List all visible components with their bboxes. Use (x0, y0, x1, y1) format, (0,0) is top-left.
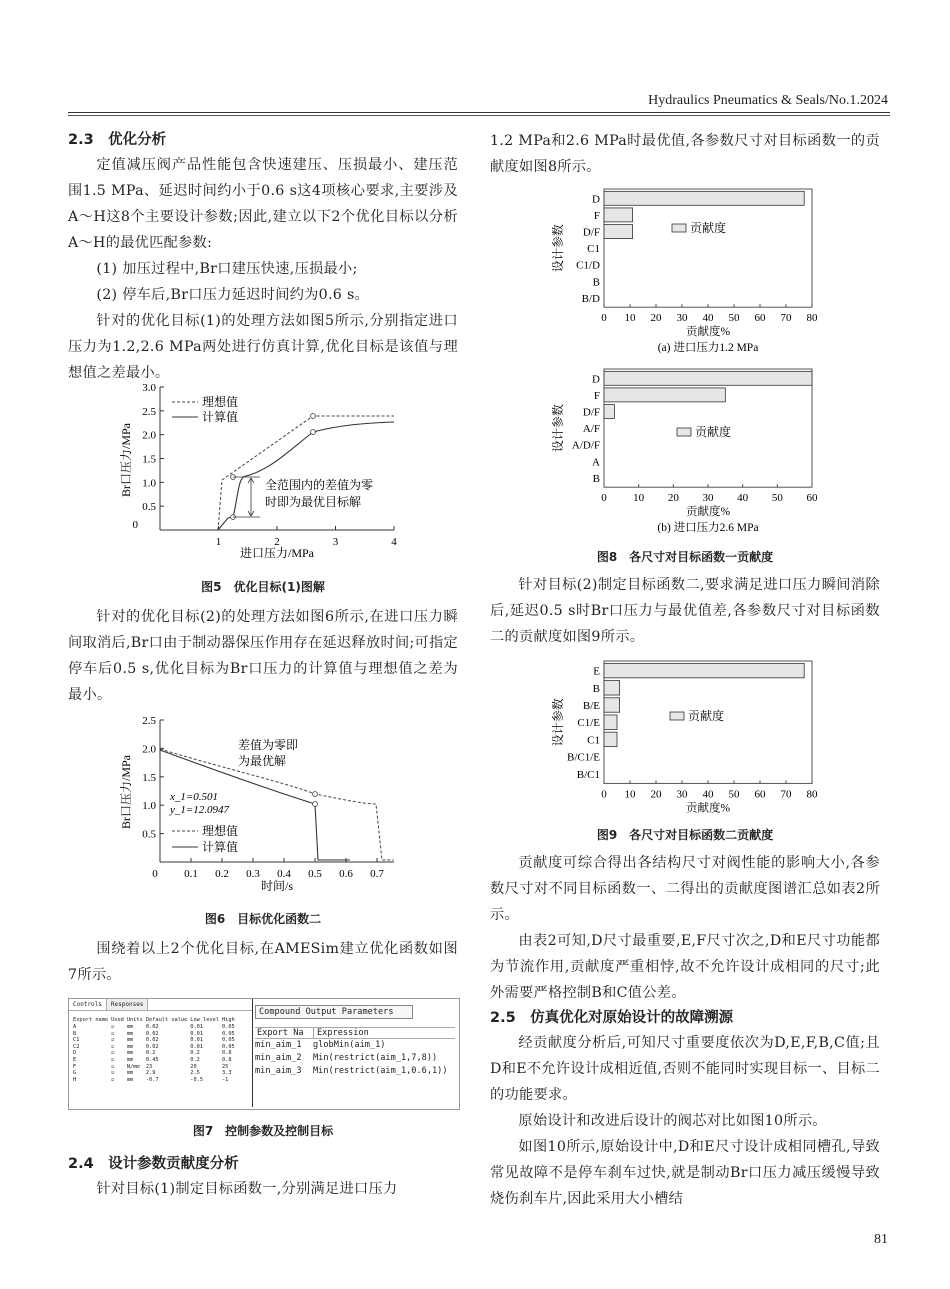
table-row[interactable] (73, 1070, 238, 1077)
paragraph: 如图10所示,原始设计中,D和E尺寸设计成相同槽孔,导致常见故障不是停车刹车过快,就是制动Br口压力减压缓慢导致烧伤刹车片,因此采用大小槽结 (490, 1139, 880, 1207)
table-cell: mm (126, 1030, 134, 1037)
category-label: C1/D (576, 259, 600, 272)
x-tick-label: 80 (806, 312, 818, 325)
compound-expression: globMin(aim_1) (313, 1040, 386, 1050)
table-row[interactable] (73, 1064, 238, 1071)
paragraph: 针对的优化目标(1)的处理方法如图5所示,分别指定进口压力为1.2,2.6 MPa两处进行仿真计算,优化目标是该值与理想值之差最小。 (68, 313, 458, 381)
table-cell: B (73, 1030, 77, 1037)
section-2-4-title: 2.4 设计参数贡献度分析 (68, 1156, 239, 1172)
figure-6-plot (110, 712, 410, 897)
y-tick-label: 2.5 (142, 405, 156, 418)
x-tick-label: 4 (391, 536, 397, 548)
x-tick-label: 50 (771, 492, 783, 505)
x-tick-label: 0 (601, 312, 607, 325)
compound-row[interactable] (255, 1065, 455, 1078)
x-tick-label: 70 (780, 312, 792, 325)
x-tick-label: 70 (780, 788, 792, 801)
table-cell: 0.2 (190, 1050, 200, 1057)
header-rule (68, 112, 890, 113)
bar-D/F (604, 405, 614, 419)
bar-E (604, 663, 804, 677)
compound-panel (255, 1005, 455, 1078)
compound-row[interactable] (255, 1039, 455, 1052)
table-cell: 0.2 (145, 1050, 156, 1057)
table-cell: 0.01 (190, 1037, 204, 1044)
table-row[interactable] (73, 1044, 238, 1051)
table-cell: 0.05 (221, 1024, 235, 1030)
x-tick-label: 20 (650, 788, 662, 801)
category-label: A/D/F (571, 439, 600, 452)
figure-8a-chart (540, 183, 840, 358)
cursor-x: x_1=0.501 (170, 791, 219, 803)
journal-header: Hydraulics Pneumatics & Seals/No.1.2024 (648, 93, 888, 108)
controls-panel (69, 999, 253, 1107)
table-header (73, 1017, 238, 1024)
legend-swatch (677, 428, 691, 436)
table-cell: 25 (221, 1063, 229, 1070)
figure-5-caption: 图5 优化目标(1)图解 (201, 580, 325, 594)
table-cell: ☑ (111, 1063, 115, 1070)
category-label: E (593, 665, 600, 678)
legend-ideal: 理想值 (202, 824, 239, 838)
section-2-3-title: 2.3 优化分析 (68, 132, 167, 148)
annotation: 差值为零即 (238, 738, 299, 752)
x-tick-label: 1 (215, 536, 222, 548)
y-tick-label: 0.5 (142, 828, 156, 841)
x-tick-label: 20 (667, 492, 679, 505)
x-tick-label: 50 (728, 788, 740, 801)
bar-D (604, 371, 812, 385)
table-cell: G (73, 1070, 77, 1077)
x-tick-label: 50 (728, 312, 740, 325)
table-cell: ☑ (111, 1056, 115, 1063)
table-cell: ☑ (111, 1037, 115, 1044)
x-tick-label: 40 (702, 312, 714, 325)
tab-controls[interactable]: Controls (69, 999, 107, 1010)
paragraph: 围绕着以上2个优化目标,在AMESim建立优化函数如图7所示。 (68, 941, 458, 983)
table-cell: E (73, 1056, 77, 1063)
page-number: 81 (874, 1232, 888, 1247)
x-tick-label: 20 (650, 312, 662, 325)
paragraph: 经贡献度分析后,可知尺寸重要度依次为D,E,F,B,C值;且D和E不允许设计成相近值,否则不能同时实现目标一、目标二的功能要求。 (490, 1035, 880, 1103)
legend-computed: 计算值 (202, 840, 239, 854)
figure-8-caption: 图8 各尺寸对目标函数一贡献度 (596, 550, 774, 564)
x-tick-label: 0.3 (246, 868, 260, 880)
x-tick-label: 10 (624, 788, 636, 801)
bar-F (604, 208, 633, 222)
x-axis-label: 贡献度% (685, 802, 731, 815)
tab-responses[interactable]: Responses (107, 999, 149, 1010)
y-tick-label: 2.0 (142, 429, 156, 442)
compound-expression: Min(restrict(aim_1,0.6,1)) (313, 1066, 448, 1076)
x-tick-label: 30 (702, 492, 714, 505)
y-tick-label: 0.5 (142, 501, 156, 514)
legend-computed: 计算值 (202, 410, 239, 424)
plot-frame (604, 189, 812, 307)
x-tick-label: 30 (676, 788, 688, 801)
table-cell: C1 (73, 1037, 80, 1044)
figure-8b-chart (540, 363, 840, 538)
x-tick-label: 80 (806, 788, 818, 801)
right-column-top (490, 128, 880, 180)
table-cell: D (73, 1050, 77, 1057)
table-cell: 0.01 (190, 1043, 204, 1050)
table-row[interactable] (73, 1031, 238, 1038)
marker (311, 414, 316, 419)
bar-D (604, 191, 804, 205)
legend-label: 贡献度 (688, 709, 725, 723)
legend-ideal: 理想值 (202, 395, 239, 409)
category-label: F (593, 389, 600, 402)
y-tick-label: 1.5 (142, 771, 156, 784)
tab-bar (69, 999, 252, 1011)
table-cell: mm (126, 1043, 134, 1050)
chart-title: (a) 进口压力1.2 MPa (657, 342, 759, 355)
table-cell: N/mm (126, 1063, 140, 1070)
x-tick-label: 2 (274, 536, 280, 548)
table-cell: ☑ (111, 1030, 115, 1037)
header-rule-thin (68, 115, 890, 116)
right-column-mid (490, 572, 880, 650)
table-cell: 0.01 (190, 1024, 204, 1030)
table-cell: mm (126, 1056, 134, 1063)
category-label: B (592, 472, 600, 485)
column-header: High (221, 1017, 235, 1023)
bar-C1 (604, 732, 617, 746)
table-cell: 2.9 (145, 1070, 156, 1077)
chart-title: (b) 进口压力2.6 MPa (657, 522, 759, 535)
compound-row[interactable] (255, 1052, 455, 1065)
category-label: C1 (587, 243, 600, 256)
table-cell: 0.02 (145, 1043, 159, 1050)
legend-label: 贡献度 (695, 425, 732, 439)
section-2-5-title: 2.5 仿真优化对原始设计的故障溯源 (490, 1010, 734, 1026)
y-tick-label: 2.0 (142, 743, 156, 756)
compound-header (255, 1027, 455, 1039)
table-cell: 2.5 (190, 1070, 200, 1077)
left-column-bottom (68, 1152, 458, 1202)
column-header: Used (111, 1017, 124, 1023)
marker (311, 430, 316, 435)
x-axis-label: 进口压力/MPa (239, 546, 315, 560)
paragraph: 1.2 MPa和2.6 MPa时最优值,各参数尺寸对目标函数一的贡献度如图8所示。 (490, 133, 880, 175)
table-cell: 20 (190, 1063, 197, 1070)
table-cell: 0.2 (190, 1056, 200, 1063)
table-cell: -0.5 (190, 1076, 204, 1083)
category-label: D (592, 373, 600, 386)
paragraph: 针对目标(1)制定目标函数一,分别满足进口压力 (96, 1181, 398, 1197)
category-label: B/D (581, 292, 600, 305)
table-cell: mm (126, 1050, 134, 1057)
y-tick-0: 0 (132, 519, 138, 531)
left-column-mid2 (68, 936, 458, 988)
x-tick-label: 0 (601, 788, 607, 801)
compound-rows (255, 1039, 455, 1078)
column-header: Low level (190, 1017, 219, 1023)
paragraph: (2) 停车后,Br口压力延迟时间约为0.6 s。 (96, 287, 370, 303)
category-label: B (592, 276, 600, 289)
right-column-bottom (490, 850, 880, 1212)
paragraph: 原始设计和改进后设计的阀芯对比如图10所示。 (518, 1113, 827, 1129)
table-cell: ☑ (111, 1076, 115, 1083)
column-header: Default value (145, 1017, 188, 1023)
category-label: F (593, 209, 600, 222)
figure-7-caption: 图7 控制参数及控制目标 (192, 1124, 334, 1138)
paragraph: (1) 加压过程中,Br口建压快速,压损最小; (96, 261, 358, 277)
figure-9-chart (540, 655, 840, 817)
table-body (73, 1024, 238, 1083)
paragraph: 针对目标(2)制定目标函数二,要求满足进口压力瞬间消除后,延迟0.5 s时Br口压力与最优值差,各参数尺寸对目标函数二的贡献度如图9所示。 (490, 577, 880, 645)
table-cell: 0.05 (221, 1043, 235, 1050)
legend-swatch (672, 224, 686, 232)
table-row[interactable] (73, 1057, 238, 1064)
x-tick-label: 0.1 (184, 868, 198, 880)
table-cell: 0.01 (190, 1030, 204, 1037)
x-tick-label: 0.5 (308, 868, 322, 880)
table-cell: -1 (221, 1076, 229, 1083)
category-label: A (592, 456, 600, 469)
x-tick-label: 3 (332, 536, 339, 548)
category-label: B/C1/E (566, 751, 600, 764)
x-tick-label: 60 (754, 788, 766, 801)
table-cell: 0.05 (221, 1037, 235, 1044)
figure-5-plot (110, 380, 410, 565)
x-tick-label: 10 (633, 492, 645, 505)
x-tick-label: 30 (676, 312, 688, 325)
table-row[interactable] (73, 1050, 238, 1057)
figure-9-caption: 图9 各尺寸对目标函数二贡献度 (596, 828, 774, 842)
column-header: Units (126, 1017, 143, 1023)
compound-col-expr: Expression (317, 1028, 369, 1038)
bar-B/E (604, 698, 620, 712)
legend-swatch (670, 712, 684, 720)
y-axis-label: 设计参数 (551, 698, 565, 747)
table-cell: mm (126, 1070, 134, 1077)
column-header: Export name (73, 1017, 109, 1023)
table-cell: A (73, 1024, 77, 1030)
y-axis-label: 设计参数 (551, 404, 565, 453)
x-tick-label: 60 (754, 312, 766, 325)
x-tick-label: 40 (702, 788, 714, 801)
table-cell: ☑ (111, 1024, 115, 1030)
y-tick-label: 1.5 (142, 453, 156, 466)
category-label: D/F (582, 406, 600, 419)
table-cell: 3.3 (221, 1070, 232, 1077)
annotation: 全范围内的差值为零 (265, 478, 374, 492)
annotation: 时即为最优目标解 (265, 495, 362, 509)
table-cell: F (73, 1063, 77, 1070)
compound-col-name: Export Na (255, 1028, 314, 1038)
x-tick-label: 0.6 (339, 868, 353, 880)
compound-name: min_aim_1 (255, 1040, 302, 1050)
x-axis-label: 时间/s (260, 879, 294, 893)
table-row[interactable] (73, 1037, 238, 1044)
paragraph: 贡献度可综合得出各结构尺寸对阀性能的影响大小,各参数尺寸对不同目标函数一、二得出的贡献度图谱汇总如表2所示。 (490, 855, 880, 923)
table-row[interactable] (73, 1024, 238, 1031)
table-cell: ☑ (111, 1050, 115, 1057)
marker (313, 802, 318, 807)
table-cell: 0.02 (145, 1037, 159, 1044)
bar-B (604, 681, 620, 695)
x-axis-label: 贡献度% (685, 506, 731, 519)
figure-6-caption: 图6 目标优化函数二 (204, 912, 322, 926)
x-tick-label: 60 (806, 492, 818, 505)
category-label: C1/E (577, 717, 600, 730)
x-tick-0: 0 (152, 868, 158, 880)
category-label: D (592, 193, 600, 206)
table-cell: 0.8 (221, 1050, 232, 1057)
marker (313, 792, 318, 797)
y-tick-label: 3.0 (142, 382, 156, 394)
table-cell: mm (126, 1024, 134, 1030)
compound-name: min_aim_3 (255, 1066, 302, 1076)
table-cell: mm (126, 1037, 134, 1044)
left-column-mid (68, 604, 458, 708)
paragraph: 定值减压阀产品性能包含快速建压、压损最小、建压范围1.5 MPa、延迟时间约小于0.6 s这4项核心要求,主要涉及A～H这8个主要设计参数;因此,建立以下2个优化目标以分析A～H的最优匹配参数: (68, 157, 458, 251)
x-tick-label: 0 (601, 492, 607, 505)
table-cell: 0.05 (221, 1030, 235, 1037)
bar-F (604, 388, 725, 402)
category-label: C1 (587, 734, 600, 747)
y-axis-label: Br口压力/MPa (119, 422, 133, 498)
table-cell: mm (126, 1076, 134, 1083)
table-cell: ☑ (111, 1043, 115, 1050)
category-label: B (592, 682, 600, 695)
legend-label: 贡献度 (690, 221, 727, 235)
compound-title: Compound Output Parameters (255, 1005, 413, 1019)
y-axis-label: Br口压力/MPa (119, 754, 133, 830)
figure-7-screenshot (68, 998, 460, 1110)
table-cell: -0.7 (145, 1076, 159, 1083)
y-tick-label: 1.0 (142, 477, 156, 490)
table-row[interactable] (73, 1077, 238, 1084)
y-tick-label: 2.5 (142, 715, 156, 727)
table-cell: 0.8 (221, 1056, 232, 1063)
compound-name: min_aim_2 (255, 1053, 302, 1063)
x-tick-label: 0.7 (370, 868, 384, 880)
compound-expression: Min(restrict(aim_1,7,8)) (313, 1053, 438, 1063)
table-cell: 0.02 (145, 1030, 159, 1037)
category-label: B/C1 (576, 768, 600, 781)
paragraph: 针对的优化目标(2)的处理方法如图6所示,在进口压力瞬间取消后,Br口由于制动器保压作用存在延迟释放时间;可指定停车后0.5 s,优化目标为Br口压力的计算值与理想值之差为最小。 (68, 609, 458, 703)
table-cell: C2 (73, 1043, 80, 1050)
bar-D/F (604, 225, 633, 239)
table-cell: 23 (145, 1063, 153, 1070)
x-axis-label: 贡献度% (685, 326, 731, 339)
category-label: B/E (582, 700, 600, 712)
category-label: A/F (582, 423, 600, 436)
x-tick-label: 10 (624, 312, 636, 325)
table-cell: H (73, 1076, 77, 1083)
controls-table (73, 1017, 238, 1083)
table-cell: 0.02 (145, 1024, 159, 1030)
x-tick-label: 0.4 (277, 868, 291, 880)
left-column (68, 128, 458, 386)
category-label: D/F (582, 226, 600, 239)
x-tick-label: 40 (737, 492, 749, 505)
paragraph: 由表2可知,D尺寸最重要,E,F尺寸次之,D和E尺寸功能都为节流作用,贡献度严重相悖,故不允许设计成相同的尺寸;此外需要严格控制B和C值公差。 (490, 933, 880, 1001)
x-tick-label: 0.2 (215, 868, 229, 880)
cursor-y: y_1=12.0947 (170, 804, 230, 816)
table-cell: 0.45 (145, 1056, 159, 1063)
ideal-curve (218, 416, 394, 530)
y-tick-label: 1.0 (142, 800, 156, 813)
y-axis-label: 设计参数 (551, 224, 565, 273)
table-cell: ☑ (111, 1070, 115, 1077)
computed-curve (218, 422, 394, 530)
bar-C1/E (604, 715, 617, 729)
annotation: 为最优解 (238, 754, 287, 768)
